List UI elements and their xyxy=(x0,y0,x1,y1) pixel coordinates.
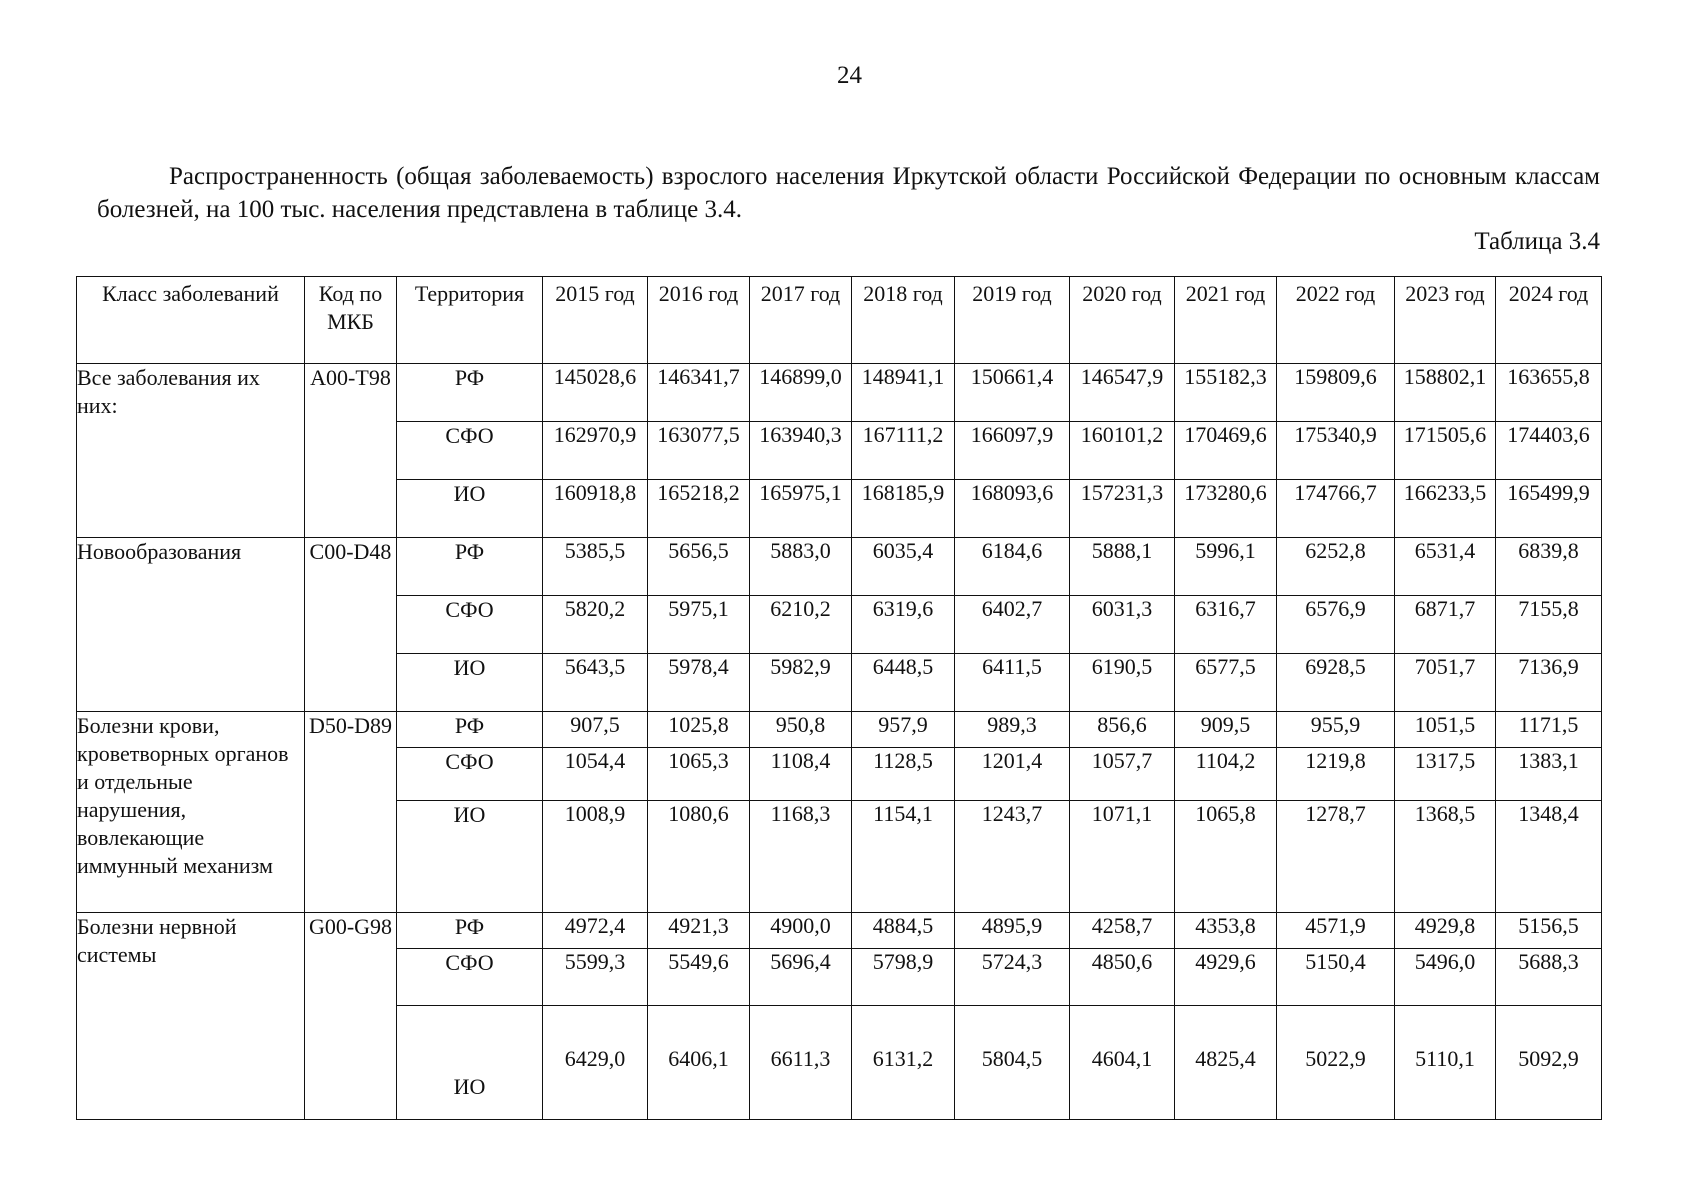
value-cell: 171505,6 xyxy=(1395,422,1496,480)
value-cell: 4571,9 xyxy=(1277,913,1395,949)
territory-cell: СФО xyxy=(397,596,543,654)
table-row xyxy=(77,913,1602,949)
value-cell: 4353,8 xyxy=(1175,913,1277,949)
value-cell: 4258,7 xyxy=(1070,913,1175,949)
value-cell: 173280,6 xyxy=(1175,480,1277,538)
value-cell: 1108,4 xyxy=(750,748,852,801)
territory-cell: РФ xyxy=(397,364,543,422)
value-cell: 5798,9 xyxy=(852,949,955,1006)
value-cell: 150661,4 xyxy=(955,364,1070,422)
value-cell: 7136,9 xyxy=(1496,654,1602,712)
value-cell: 5688,3 xyxy=(1496,949,1602,1006)
value-cell: 5804,5 xyxy=(955,1006,1070,1120)
value-cell: 168093,6 xyxy=(955,480,1070,538)
value-cell: 5996,1 xyxy=(1175,538,1277,596)
value-cell: 1065,8 xyxy=(1175,801,1277,913)
value-cell: 165499,9 xyxy=(1496,480,1602,538)
value-cell: 6319,6 xyxy=(852,596,955,654)
value-cell: 6928,5 xyxy=(1277,654,1395,712)
value-cell: 950,8 xyxy=(750,712,852,748)
table-row xyxy=(77,364,1602,422)
value-cell: 5150,4 xyxy=(1277,949,1395,1006)
value-cell: 165218,2 xyxy=(648,480,750,538)
icd-code-cell: G00-G98 xyxy=(305,913,397,1120)
header-cell: 2020 год xyxy=(1070,277,1175,364)
territory-cell: РФ xyxy=(397,538,543,596)
value-cell: 1348,4 xyxy=(1496,801,1602,913)
value-cell: 4604,1 xyxy=(1070,1006,1175,1120)
value-cell: 146899,0 xyxy=(750,364,852,422)
territory-cell: СФО xyxy=(397,949,543,1006)
value-cell: 157231,3 xyxy=(1070,480,1175,538)
value-cell: 4895,9 xyxy=(955,913,1070,949)
header-row xyxy=(77,277,1602,364)
value-cell: 1278,7 xyxy=(1277,801,1395,913)
disease-class-cell: Болезни нервной системы xyxy=(77,913,305,1120)
territory-cell: ИО xyxy=(397,801,543,913)
territory-cell: ИО xyxy=(397,480,543,538)
morbidity-table xyxy=(76,276,1602,1120)
value-cell: 160918,8 xyxy=(543,480,648,538)
value-cell: 1317,5 xyxy=(1395,748,1496,801)
value-cell: 170469,6 xyxy=(1175,422,1277,480)
icd-code-cell: C00-D48 xyxy=(305,538,397,712)
value-cell: 1128,5 xyxy=(852,748,955,801)
value-cell: 957,9 xyxy=(852,712,955,748)
value-cell: 5888,1 xyxy=(1070,538,1175,596)
value-cell: 4825,4 xyxy=(1175,1006,1277,1120)
territory-cell: ИО xyxy=(397,654,543,712)
value-cell: 174403,6 xyxy=(1496,422,1602,480)
value-cell: 158802,1 xyxy=(1395,364,1496,422)
value-cell: 4929,6 xyxy=(1175,949,1277,1006)
value-cell: 1168,3 xyxy=(750,801,852,913)
value-cell: 6531,4 xyxy=(1395,538,1496,596)
value-cell: 146547,9 xyxy=(1070,364,1175,422)
value-cell: 175340,9 xyxy=(1277,422,1395,480)
value-cell: 6035,4 xyxy=(852,538,955,596)
value-cell: 1104,2 xyxy=(1175,748,1277,801)
value-cell: 1054,4 xyxy=(543,748,648,801)
value-cell: 163077,5 xyxy=(648,422,750,480)
value-cell: 1071,1 xyxy=(1070,801,1175,913)
value-cell: 6839,8 xyxy=(1496,538,1602,596)
value-cell: 7155,8 xyxy=(1496,596,1602,654)
header-cell: 2017 год xyxy=(750,277,852,364)
value-cell: 165975,1 xyxy=(750,480,852,538)
value-cell: 6252,8 xyxy=(1277,538,1395,596)
intro-paragraph: Распространенность (общая заболеваемость) взрослого населения Иркутской области Российской Федерации по основным классам болезней, на 100 тыс. населения представлена в таблице 3.4. xyxy=(97,163,1600,223)
value-cell: 6871,7 xyxy=(1395,596,1496,654)
value-cell: 6210,2 xyxy=(750,596,852,654)
value-cell: 4972,4 xyxy=(543,913,648,949)
value-cell: 955,9 xyxy=(1277,712,1395,748)
value-cell: 4929,8 xyxy=(1395,913,1496,949)
value-cell: 155182,3 xyxy=(1175,364,1277,422)
value-cell: 5549,6 xyxy=(648,949,750,1006)
value-cell: 6406,1 xyxy=(648,1006,750,1120)
value-cell: 4900,0 xyxy=(750,913,852,949)
value-cell: 1025,8 xyxy=(648,712,750,748)
value-cell: 5092,9 xyxy=(1496,1006,1602,1120)
value-cell: 160101,2 xyxy=(1070,422,1175,480)
value-cell: 6031,3 xyxy=(1070,596,1175,654)
territory-cell: РФ xyxy=(397,712,543,748)
header-cell: 2016 год xyxy=(648,277,750,364)
table-row xyxy=(77,538,1602,596)
header-cell: 2021 год xyxy=(1175,277,1277,364)
value-cell: 5656,5 xyxy=(648,538,750,596)
value-cell: 989,3 xyxy=(955,712,1070,748)
header-cell: 2024 год xyxy=(1496,277,1602,364)
value-cell: 1065,3 xyxy=(648,748,750,801)
value-cell: 5883,0 xyxy=(750,538,852,596)
table-label: Таблица 3.4 xyxy=(1474,228,1600,255)
value-cell: 6131,2 xyxy=(852,1006,955,1120)
header-cell: 2019 год xyxy=(955,277,1070,364)
value-cell: 1219,8 xyxy=(1277,748,1395,801)
value-cell: 5724,3 xyxy=(955,949,1070,1006)
value-cell: 6190,5 xyxy=(1070,654,1175,712)
value-cell: 146341,7 xyxy=(648,364,750,422)
disease-class-cell: Болезни крови, кроветворных органов и отдельные нарушения, вовлекающие иммунный механизм xyxy=(77,712,305,913)
value-cell: 1080,6 xyxy=(648,801,750,913)
territory-cell: РФ xyxy=(397,913,543,949)
value-cell: 1171,5 xyxy=(1496,712,1602,748)
header-cell: Территория xyxy=(397,277,543,364)
value-cell: 6402,7 xyxy=(955,596,1070,654)
icd-code-cell: A00-T98 xyxy=(305,364,397,538)
header-cell: Код по МКБ xyxy=(305,277,397,364)
value-cell: 909,5 xyxy=(1175,712,1277,748)
header-cell: 2015 год xyxy=(543,277,648,364)
value-cell: 1243,7 xyxy=(955,801,1070,913)
value-cell: 6316,7 xyxy=(1175,596,1277,654)
value-cell: 4884,5 xyxy=(852,913,955,949)
icd-code-cell: D50-D89 xyxy=(305,712,397,913)
value-cell: 163655,8 xyxy=(1496,364,1602,422)
territory-cell: ИО xyxy=(397,1006,543,1120)
value-cell: 1154,1 xyxy=(852,801,955,913)
value-cell: 145028,6 xyxy=(543,364,648,422)
value-cell: 1051,5 xyxy=(1395,712,1496,748)
value-cell: 6576,9 xyxy=(1277,596,1395,654)
value-cell: 856,6 xyxy=(1070,712,1175,748)
value-cell: 6448,5 xyxy=(852,654,955,712)
header-cell: 2018 год xyxy=(852,277,955,364)
value-cell: 1008,9 xyxy=(543,801,648,913)
table-row xyxy=(77,712,1602,748)
header-cell: Класс заболеваний xyxy=(77,277,305,364)
value-cell: 7051,7 xyxy=(1395,654,1496,712)
value-cell: 5156,5 xyxy=(1496,913,1602,949)
value-cell: 1368,5 xyxy=(1395,801,1496,913)
table-body xyxy=(77,364,1602,1120)
value-cell: 4850,6 xyxy=(1070,949,1175,1006)
header-cell: 2022 год xyxy=(1277,277,1395,364)
value-cell: 5385,5 xyxy=(543,538,648,596)
territory-cell: СФО xyxy=(397,422,543,480)
value-cell: 5643,5 xyxy=(543,654,648,712)
value-cell: 907,5 xyxy=(543,712,648,748)
value-cell: 5978,4 xyxy=(648,654,750,712)
disease-class-cell: Все заболевания их них: xyxy=(77,364,305,538)
value-cell: 168185,9 xyxy=(852,480,955,538)
value-cell: 163940,3 xyxy=(750,422,852,480)
value-cell: 174766,7 xyxy=(1277,480,1395,538)
value-cell: 159809,6 xyxy=(1277,364,1395,422)
value-cell: 148941,1 xyxy=(852,364,955,422)
value-cell: 5022,9 xyxy=(1277,1006,1395,1120)
header-cell: 2023 год xyxy=(1395,277,1496,364)
value-cell: 6184,6 xyxy=(955,538,1070,596)
value-cell: 5820,2 xyxy=(543,596,648,654)
value-cell: 5696,4 xyxy=(750,949,852,1006)
value-cell: 4921,3 xyxy=(648,913,750,949)
value-cell: 6411,5 xyxy=(955,654,1070,712)
value-cell: 166233,5 xyxy=(1395,480,1496,538)
value-cell: 5110,1 xyxy=(1395,1006,1496,1120)
value-cell: 5496,0 xyxy=(1395,949,1496,1006)
value-cell: 6577,5 xyxy=(1175,654,1277,712)
disease-class-cell: Новообразования xyxy=(77,538,305,712)
value-cell: 162970,9 xyxy=(543,422,648,480)
value-cell: 1057,7 xyxy=(1070,748,1175,801)
value-cell: 5982,9 xyxy=(750,654,852,712)
page-number: 24 xyxy=(837,62,862,89)
territory-cell: СФО xyxy=(397,748,543,801)
value-cell: 166097,9 xyxy=(955,422,1070,480)
value-cell: 6429,0 xyxy=(543,1006,648,1120)
value-cell: 167111,2 xyxy=(852,422,955,480)
value-cell: 5599,3 xyxy=(543,949,648,1006)
value-cell: 1201,4 xyxy=(955,748,1070,801)
value-cell: 6611,3 xyxy=(750,1006,852,1120)
value-cell: 1383,1 xyxy=(1496,748,1602,801)
value-cell: 5975,1 xyxy=(648,596,750,654)
